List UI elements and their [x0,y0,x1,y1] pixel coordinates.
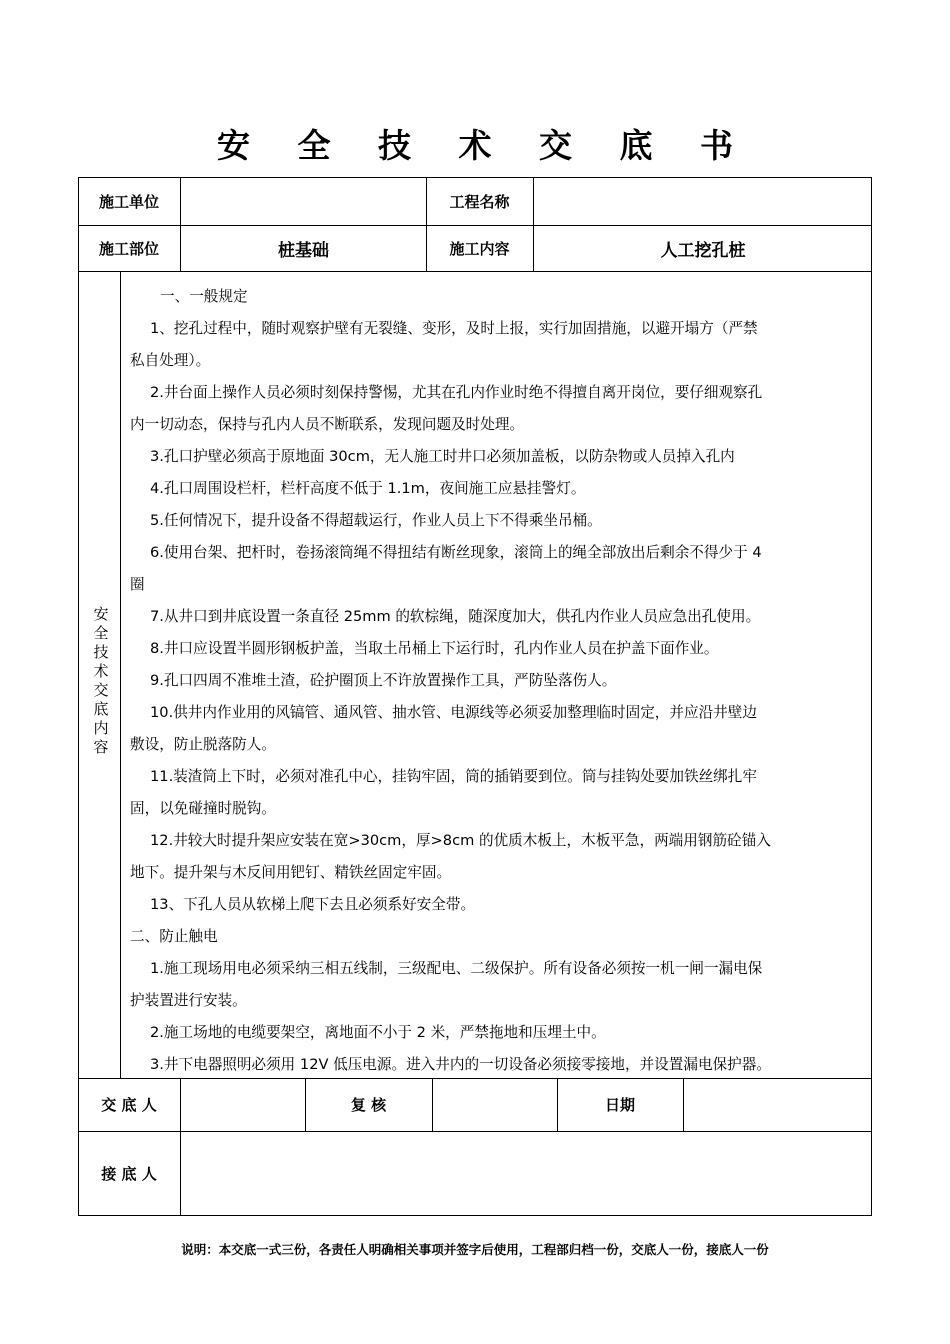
content-line: 二、防止触电 [130,928,218,945]
content-line: 1、挖孔过程中，随时观察护壁有无裂缝、变形，及时上报，实行加固措施，以避开塌方（严禁 [150,320,758,337]
receiver-label: 接 底 人 [101,1165,157,1183]
project-name-label: 工程名称 [449,192,510,211]
content-line: 2.井台面上操作人员必须时刻保持警惕，尤其在孔内作业时绝不得擅自离开岗位，要仔细观察孔 [150,384,763,401]
section-side-label: 安全技术交底内容 [93,605,109,756]
construction-part-value: 桩基础 [278,240,329,261]
content-line: 6.使用台架、把杆时，卷扬滚筒绳不得扭结有断丝现象，滚筒上的绳全部放出后剩余不得少于 4 [150,544,762,561]
content-line: 3.井下电器照明必须用 12V 低压电源。进入井内的一切设备必须接零接地，并设置漏电保护器。 [150,1056,771,1073]
content-line: 内一切动态，保持与孔内人员不断联系，发现问题及时处理。 [130,416,525,433]
content-line: 一、一般规定 [160,288,248,305]
content-line: 10.供井内作业用的风镐管、通风管、抽水管、电源线等必须妥加整理临时固定，并应沿井壁边 [150,704,757,721]
usage-note: 说明：本交底一式三份，各责任人明确相关事项并签字后使用，工程部归档一份，交底人一份，接底人一份 [181,1242,769,1257]
content-line: 护装置进行安装。 [130,992,247,1009]
date-field[interactable] [684,1078,872,1131]
content-line: 4.孔口周围设栏杆，栏杆高度不低于 1.1m，夜间施工应悬挂警灯。 [150,480,586,497]
content-line: 1.施工现场用电必须采纳三相五线制，三级配电、二级保护。所有设备必须按一机一闸一漏电保 [150,960,763,977]
unit-field[interactable] [181,177,426,225]
content-line: 8.井口应设置半圆形钢板护盖，当取土吊桶上下运行时，孔内作业人员在护盖下面作业。 [150,640,719,657]
content-line: 2.施工场地的电缆要架空，离地面不小于 2 米，严禁拖地和压埋土中。 [150,1024,606,1041]
review-label: 复 核 [350,1096,387,1114]
content-line: 3.孔口护壁必须高于原地面 30cm，无人施工时井口必须加盖板，以防杂物或人员掉入孔内 [150,448,735,465]
content-line: 5.任何情况下，提升设备不得超载运行，作业人员上下不得乘坐吊桶。 [150,512,602,529]
date-label: 日期 [604,1096,635,1114]
unit-label: 施工单位 [98,192,159,211]
content-line: 13、下孔人员从软梯上爬下去且必须系好安全带。 [150,896,476,913]
content-line: 9.孔口四周不准堆土渣，砼护圈顶上不许放置操作工具，严防坠落伤人。 [150,672,617,689]
content-line: 12.井较大时提升架应安装在宽>30cm，厚>8cm 的优质木板上，木板平急，两端用钢筋砼锚入 [150,832,771,849]
content-line: 私自处理）。 [130,352,211,369]
row-divider [78,271,872,272]
document-title: 安 全 技 术 交 底 书 [217,126,751,165]
construction-part-label: 施工部位 [98,239,159,258]
handover-person-field[interactable] [181,1078,305,1131]
col-divider [120,271,121,1078]
handover-person-label: 交 底 人 [101,1096,157,1114]
construction-content-label: 施工内容 [449,239,510,258]
content-line: 固，以免碰撞时脱钩。 [130,800,276,817]
content-line: 敷设，防止脱落防人。 [130,736,276,753]
content-line: 7.从井口到井底设置一条直径 25mm 的软棕绳，随深度加大，供孔内作业人员应急出孔使用。 [150,608,761,625]
content-line: 圈 [130,576,145,593]
project-name-field[interactable] [534,177,872,225]
receiver-field[interactable] [181,1131,872,1216]
safety-content [126,281,866,1081]
content-line: 11.装渣筒上下时，必须对准孔中心，挂钩牢固，筒的插销要到位。筒与挂钩处要加铁丝绑扎牢 [150,768,757,785]
review-field[interactable] [433,1078,557,1131]
content-line: 地下。提升架与木反间用钯钉、精铁丝固定牢固。 [130,864,452,881]
construction-content-value: 人工挖孔桩 [660,240,746,261]
